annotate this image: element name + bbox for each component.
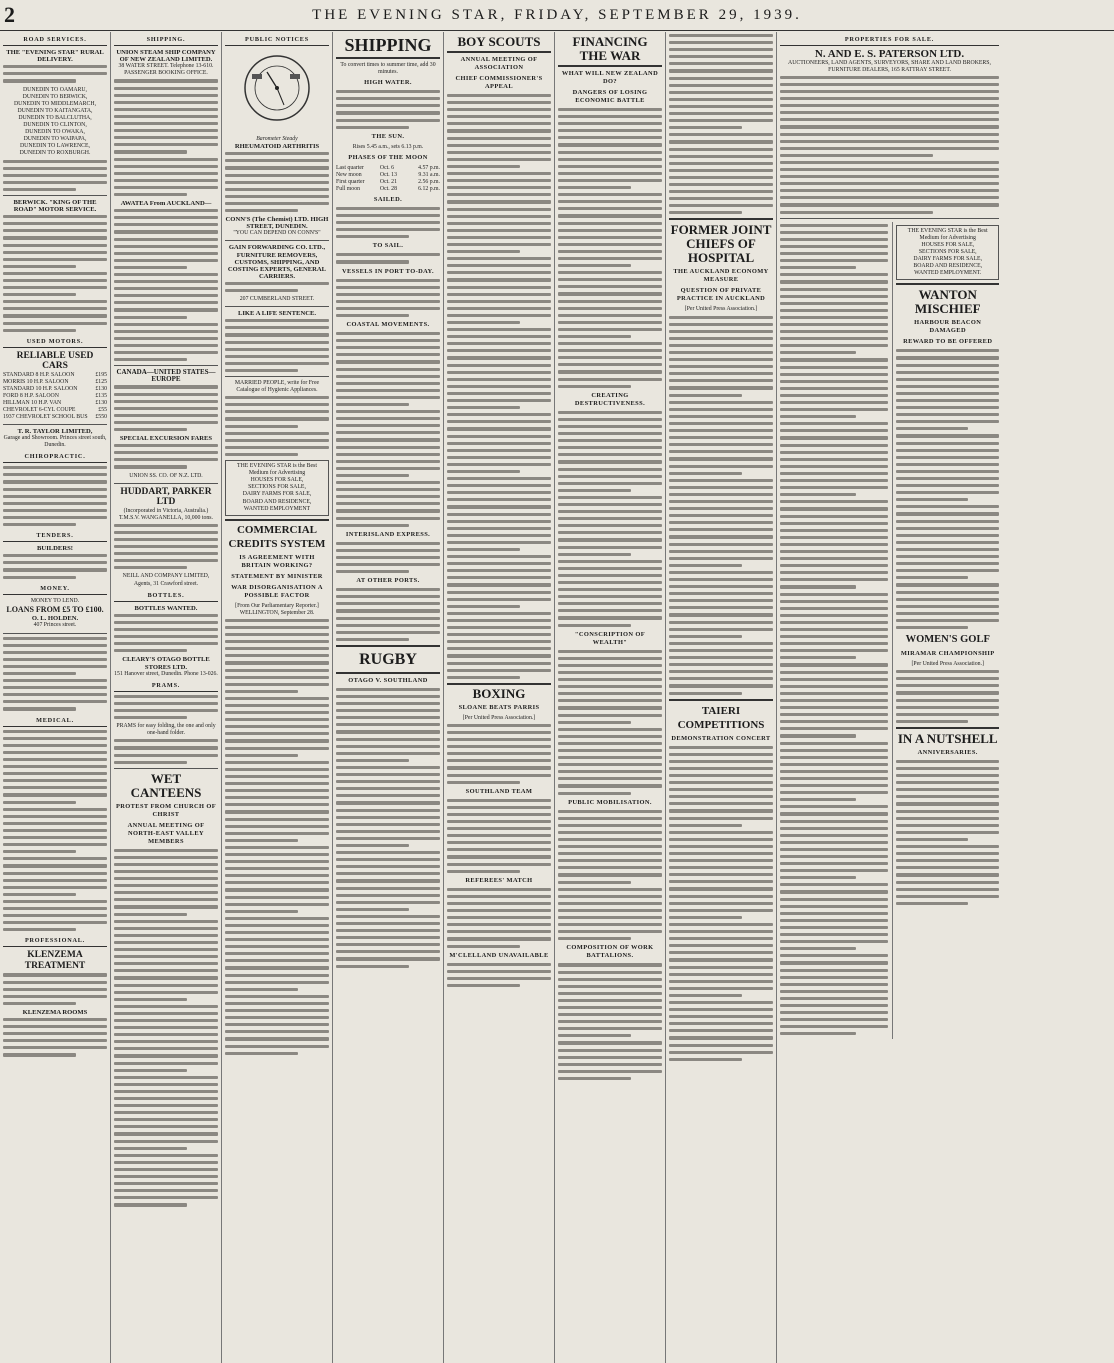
neill-agents: NEILL AND COMPANY LIMITED, Agents, 31 Crawford street. — [122, 573, 210, 587]
financing-subheading-2: DANGERS OF LOSING ECONOMIC BATTLE — [572, 89, 648, 104]
huddart-subtitle: (Incorporated in Victoria, Australia.) — [123, 507, 209, 514]
used-cars-table — [3, 372, 107, 421]
reliable-used-cars: RELIABLE USED CARS — [16, 350, 94, 372]
taylor-heading: T. R. TAYLOR LIMITED, — [17, 427, 93, 435]
anniversaries-subheading: ANNIVERSARIES. — [917, 748, 978, 756]
column-1 — [0, 32, 111, 1363]
to-sail-heading: TO SAIL. — [372, 242, 404, 250]
credits-dateline: WELLINGTON, September 28. — [239, 609, 315, 616]
awatea-heading: AWATEA From AUCKLAND— — [120, 200, 212, 208]
route-item: DUNEDIN TO WAIPAPA, — [23, 136, 87, 143]
table-row: HILLMAN 10 H.P. VAN £130 — [3, 399, 107, 406]
canada-heading: CANADA—UNITED STATES—EUROPE — [116, 368, 216, 384]
route-item: DUNEDIN TO KAITANGATA, — [17, 107, 93, 114]
cleary-heading: CLEARY'S OTAGO BOTTLE STORES LTD. — [122, 656, 210, 671]
sun-heading: THE SUN. — [371, 132, 405, 140]
moon-phases-table — [336, 165, 440, 193]
table-row: Full moon Oct. 28 6.12 p.m. — [336, 185, 440, 192]
shipping-heading: SHIPPING — [336, 35, 440, 59]
column-7 — [666, 32, 777, 1363]
taieri-subheading: DEMONSTRATION CONCERT — [671, 734, 771, 742]
passenger-office: PASSENGER BOOKING OFFICE. — [124, 70, 208, 77]
annual-meeting-subheading: ANNUAL MEETING OF ASSOCIATION — [460, 56, 538, 71]
former-chiefs-heading: FORMER JOINT CHIEFS OF HOSPITAL — [669, 218, 773, 265]
southland-team-heading: SOUTHLAND TEAM — [465, 787, 533, 795]
bottles-wanted: BOTTLES WANTED. — [134, 604, 198, 612]
boy-scouts-heading: BOY SCOUTS — [447, 35, 551, 53]
sun-times: Rises 5.45 a.m., sets 6.13 p.m. — [352, 143, 424, 150]
rugby-heading: RUGBY — [336, 645, 440, 674]
table-row: STANDARD 8 H.P. SALOON £195 — [3, 371, 107, 378]
barometer-caption: Barometer Steady — [256, 136, 298, 143]
union-ss-co: UNION SS. CO. OF N.Z. LTD. — [129, 472, 203, 479]
miramar-subheading: MIRAMAR CHAMPIONSHIP — [900, 650, 995, 658]
evening-star-advert — [225, 460, 329, 516]
list-item: SECTIONS FOR SALE, — [248, 484, 306, 491]
loans-heading: LOANS FROM £5 TO £100. — [6, 604, 104, 614]
column-5 — [444, 32, 555, 1363]
wanton-subheading-2: REWARD TO BE OFFERED — [903, 338, 993, 346]
col8-right — [892, 222, 999, 1040]
nutshell-heading: IN A NUTSHELL — [896, 727, 999, 746]
route-item: DUNEDIN TO ROXBURGH. — [19, 150, 91, 157]
commissioner-appeal-subheading: CHIEF COMMISSIONER'S APPEAL — [455, 75, 543, 90]
section-tenders: TENDERS. — [3, 530, 107, 542]
rheumatoid-heading: RHEUMATOID ARTHRITIS — [234, 143, 320, 151]
vessels-heading: VESSELS IN PORT TO-DAY. — [342, 267, 434, 275]
summer-time-note: To convert times to summer time, add 30 minutes. — [340, 62, 436, 76]
table-row: 1937 CHEVROLET SCHOOL BUS £550 — [3, 413, 107, 420]
builders-heading: BUILDERS! — [37, 545, 73, 553]
married-people: MARRIED PEOPLE, write for Free Catalogue of Hygienic Appliances. — [234, 380, 320, 394]
womens-golf-heading: WOMEN'S GOLF — [905, 634, 990, 646]
high-water-heading: HIGH WATER. — [364, 79, 412, 87]
boxing-subheading: SLOANE BEATS PARRIS — [458, 703, 540, 711]
newspaper-title: THE EVENING STAR, FRIDAY, SEPTEMBER 29, 1939. — [312, 6, 802, 23]
sailed-heading: SAILED. — [373, 195, 403, 203]
taylor-subtitle: Garage and Showroom. Princes street south, Dunedin. — [3, 434, 107, 449]
section-money: MONEY. — [3, 583, 107, 595]
section-used-motors: USED MOTORS. — [3, 336, 107, 348]
former-chiefs-source: [Per United Press Association.] — [684, 306, 758, 313]
route-item: DUNEDIN TO OAMARU, — [22, 86, 88, 93]
mcclelland-heading: M'CLELLAND UNAVAILABLE — [449, 951, 549, 959]
route-item: DUNEDIN TO LAWRENCE, — [19, 143, 90, 150]
rural-delivery-heading: THE "EVENING STAR" RURAL DELIVERY. — [6, 49, 104, 64]
other-ports-heading: AT OTHER PORTS. — [356, 577, 420, 585]
list-item: BOARD AND RESIDENCE, — [242, 498, 312, 505]
boxing-source: [Per United Press Association.] — [462, 714, 536, 721]
section-medical: MEDICAL. — [3, 715, 107, 727]
wanton-subheading: HARBOUR BEACON DAMAGED — [914, 319, 982, 335]
list-item: DAIRY FARMS FOR SALE, — [913, 256, 983, 263]
table-row: First quarter Oct. 21 2.56 p.m. — [336, 178, 440, 185]
former-chiefs-subheading-2: QUESTION OF PRIVATE PRACTICE IN AUCKLAND — [676, 287, 766, 303]
paterson-subtitle: AUCTIONEERS, LAND AGENTS, SURVEYORS, SHARE AND LAND BROKERS, FURNITURE DEALERS, 165 RATTRAY STREET. — [788, 59, 991, 73]
credits-source: [From Our Parliamentary Reporter.] — [235, 602, 319, 609]
route-item: DUNEDIN TO CLINTON, — [23, 122, 87, 129]
section-properties: PROPERTIES FOR SALE. — [780, 34, 999, 46]
conns-heading: CONN'S (The Chemist) LTD. HIGH STREET, DUNEDIN. — [225, 216, 329, 231]
union-heading: UNION STEAM SHIP COMPANY OF NEW ZEALAND LIMITED. — [116, 49, 216, 64]
col8-left — [780, 222, 888, 1040]
wet-canteens-heading: WET CANTEENS — [130, 770, 202, 800]
table-row: FORD 8 H.P. SALOON £135 — [3, 392, 107, 399]
special-fares: SPECIAL EXCURSION FARES — [119, 435, 213, 443]
klenzema-rooms: KLENZEMA ROOMS — [22, 1008, 88, 1016]
life-sentence: LIKE A LIFE SENTENCE. — [237, 310, 317, 318]
section-road-services: ROAD SERVICES. — [3, 34, 107, 46]
credits-subheading: IS AGREEMENT WITH BRITAIN WORKING? — [239, 553, 315, 569]
section-bottles: BOTTLES. — [114, 590, 218, 602]
wet-canteens-subheading-2: ANNUAL MEETING OF NORTH-EAST VALLEY MEMBERS — [127, 821, 205, 845]
section-shipping: SHIPPING. — [114, 34, 218, 46]
conscription-heading: "CONSCRIPTION OF WEALTH" — [574, 630, 646, 646]
table-row: CHEVROLET 6-CYL COUPE £55 — [3, 406, 107, 413]
cleary-address: 151 Hanover street, Dunedin. Phone 13-026. — [114, 670, 218, 677]
rugby-subheading: OTAGO V. SOUTHLAND — [348, 676, 428, 684]
boxing-heading: BOXING — [447, 683, 551, 701]
union-address: 38 WATER STREET. Telephone 13-610. — [118, 63, 214, 70]
conns-tagline: "YOU CAN DEPEND ON CONN'S" — [233, 230, 321, 237]
route-item: DUNEDIN TO BERWICK, — [22, 93, 88, 100]
money-to-lend: MONEY TO LEND. — [30, 597, 80, 604]
page-number: 2 — [4, 2, 15, 27]
interisland-heading: INTERISLAND EXPRESS. — [345, 530, 431, 538]
klenzema-heading: KLENZEMA TREATMENT — [24, 950, 86, 971]
moon-heading: PHASES OF THE MOON — [348, 153, 428, 161]
wanganella: T.M.S.V. WANGANELLA, 10,000 tons. — [118, 514, 214, 521]
masthead — [0, 0, 1114, 31]
section-prams: PRAMS. — [114, 680, 218, 692]
berwick-heading: BERWICK. "KING OF THE ROAD" MOTOR SERVICE. — [13, 198, 97, 214]
financing-subheading: WHAT WILL NEW ZEALAND DO? — [561, 70, 659, 85]
column-4 — [333, 32, 444, 1363]
barometer-seal-icon — [232, 50, 322, 132]
golf-source: [Per United Press Association.] — [911, 661, 984, 668]
holden-address: 407 Princes street. — [33, 622, 77, 629]
wet-canteens-subheading: PROTEST FROM CHURCH OF CHRIST — [115, 802, 217, 818]
creating-heading: CREATING DESTRUCTIVENESS. — [574, 391, 646, 407]
taieri-heading: TAIERI COMPETITIONS — [669, 699, 773, 732]
col8-split — [780, 222, 999, 1040]
column-2 — [111, 32, 222, 1363]
table-row: MORRIS 10 H.P. SALOON £125 — [3, 378, 107, 385]
holden-name: O. L. HOLDEN. — [31, 615, 79, 623]
column-6 — [555, 32, 666, 1363]
column-3 — [222, 32, 333, 1363]
referees-heading: REFEREES' MATCH — [465, 876, 533, 884]
paterson-heading: N. AND E. S. PATERSON LTD. — [814, 48, 965, 61]
table-row: STANDARD 10 H.P. SALOON £130 — [3, 385, 107, 392]
public-mobilisation-heading: PUBLIC MOBILISATION. — [568, 798, 652, 806]
credits-subheading-2: STATEMENT BY MINISTER — [231, 572, 323, 580]
credits-heading: COMMERCIAL CREDITS SYSTEM — [225, 519, 329, 551]
table-row: New moon Oct. 13 9.31 a.m. — [336, 171, 440, 178]
list-item: DAIRY FARMS FOR SALE, — [242, 491, 312, 498]
list-item: SECTIONS FOR SALE, — [918, 248, 977, 255]
former-chiefs-subheading: THE AUCKLAND ECONOMY MEASURE — [673, 268, 769, 284]
list-item: WANTED EMPLOYMENT — [243, 505, 311, 512]
list-item: HOUSES FOR SALE, — [921, 241, 975, 248]
table-row: Last quarter Oct. 6 4.57 p.m. — [336, 164, 440, 171]
wanton-mischief-heading: WANTON MISCHIEF — [896, 283, 999, 316]
evening-star-advert-2 — [896, 225, 999, 281]
gain-address: 207 CUMBERLAND STREET. — [239, 296, 315, 303]
section-chiropractic: CHIROPRACTIC. — [3, 451, 107, 463]
section-professional: PROFESSIONAL. — [3, 935, 107, 947]
work-battalions-heading: COMPOSITION OF WORK BATTALIONS. — [566, 944, 654, 960]
evening-star-medium-2: THE EVENING STAR is the Best Medium for Advertising — [907, 227, 988, 241]
financing-war-heading: FINANCING THE WAR — [558, 35, 662, 67]
route-item: DUNEDIN TO OWAKA, — [25, 129, 85, 136]
coastal-heading: COASTAL MOVEMENTS. — [346, 321, 430, 329]
route-list — [3, 87, 107, 158]
huddart-heading: HUDDART, PARKER LTD — [120, 486, 212, 508]
list-item: HOUSES FOR SALE, — [250, 477, 304, 484]
gain-forwarding-heading: GAIN FORWARDING CO. LTD., FURNITURE REMOVERS, CUSTOMS, SHIPPING, AND COSTING EXPERTS, GENERAL CARRIERS. — [227, 244, 327, 280]
section-public-notices: PUBLIC NOTICES — [225, 34, 329, 46]
column-8 — [777, 32, 1002, 1363]
credits-subheading-3: WAR DISORGANISATION A POSSIBLE FACTOR — [231, 583, 323, 599]
list-item: BOARD AND RESIDENCE, — [913, 263, 983, 270]
route-item: DUNEDIN TO MIDDLEMARCH, — [13, 100, 97, 107]
prams-text: PRAMS for easy folding, the one and only one-hand folder. — [116, 723, 216, 737]
list-item: WANTED EMPLOYMENT. — [914, 270, 982, 277]
evening-star-medium: THE EVENING STAR is the Best Medium for Advertising — [237, 463, 317, 477]
route-item: DUNEDIN TO BALCLUTHA, — [18, 114, 92, 121]
